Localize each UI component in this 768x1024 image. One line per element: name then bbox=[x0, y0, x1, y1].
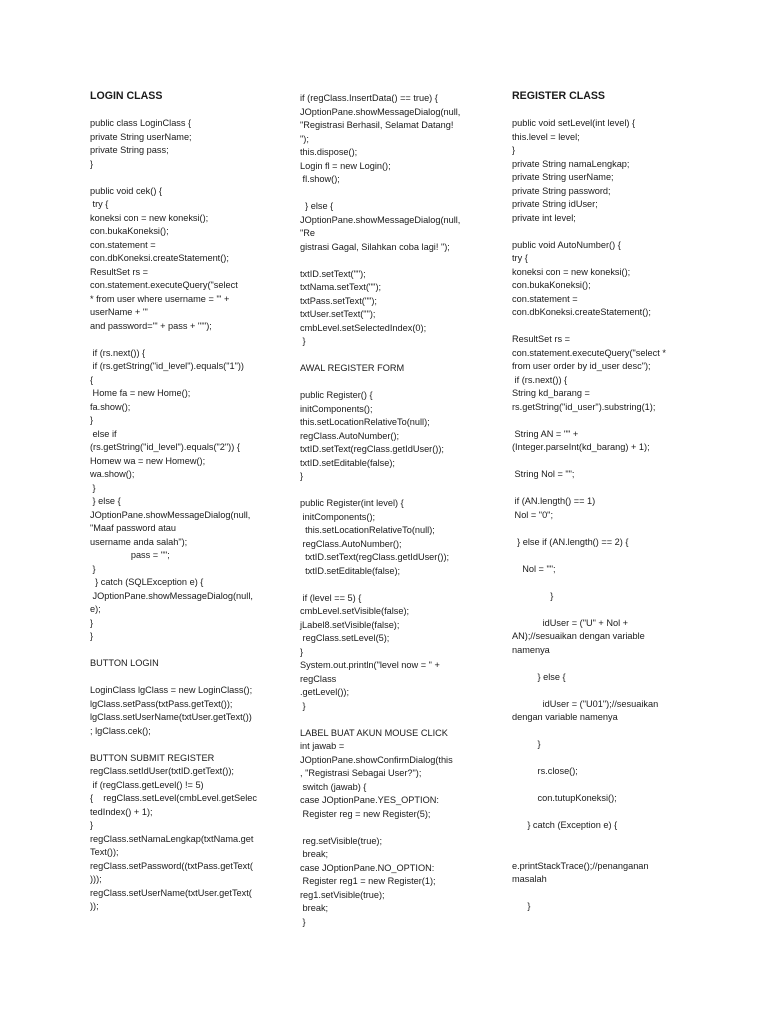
blank-line bbox=[512, 455, 692, 469]
code-line: case JOptionPane.NO_OPTION: bbox=[300, 862, 435, 873]
code-line: private String idUser; bbox=[512, 199, 598, 209]
code-line: regClass.setIdUser(txtID.getText()); bbox=[90, 766, 234, 776]
blank-line bbox=[512, 225, 692, 239]
code-line: { regClass.setLevel(cmbLevel.getSelec bbox=[90, 793, 257, 803]
code-line: } else { bbox=[300, 201, 334, 211]
code-line: this.level = level; bbox=[512, 131, 580, 142]
code-line: lgClass.setUserName(txtUser.getText()) bbox=[90, 712, 252, 722]
code-line: this.setLocationRelativeTo(null); bbox=[300, 417, 430, 427]
code-line: public void AutoNumber() { bbox=[512, 239, 621, 250]
blank-line bbox=[512, 603, 692, 617]
code-line: JOptionPane.showMessageDialog(null, bbox=[300, 106, 461, 117]
code-line: private String password; bbox=[512, 185, 611, 196]
blank-line bbox=[512, 684, 692, 698]
code-line: } bbox=[90, 563, 96, 574]
code-line: cmbLevel.setVisible(false); bbox=[300, 606, 410, 616]
code-line: JOptionPane.showMessageDialog(null, bbox=[300, 214, 461, 225]
code-line: String Nol = ""; bbox=[512, 469, 575, 479]
code-line: userName + "' bbox=[90, 307, 148, 317]
code-line: regClass.setPassword((txtPass.getText( bbox=[90, 860, 253, 871]
code-line: switch (jawab) { bbox=[300, 781, 367, 792]
code-line: regClass.AutoNumber(); bbox=[300, 538, 402, 549]
code-line: wa.show(); bbox=[90, 469, 135, 479]
code-line: } bbox=[90, 820, 94, 830]
code-line: con.bukaKoneksi(); bbox=[512, 280, 591, 290]
code-line: if (rs.getString("id_level").equals("1")) bbox=[90, 361, 244, 371]
section-heading: REGISTER CLASS bbox=[512, 90, 606, 102]
code-line: koneksi con = new koneksi(); bbox=[90, 212, 209, 223]
blank-line bbox=[512, 522, 692, 536]
code-line: "); bbox=[300, 133, 309, 144]
code-line: regClass bbox=[300, 673, 337, 684]
blank-line bbox=[512, 414, 692, 428]
code-line: regClass.setNamaLengkap(txtNama.get bbox=[90, 833, 254, 844]
code-line: regClass.setUserName(txtUser.getText( bbox=[90, 887, 252, 898]
code-line: con.statement.executeQuery("select bbox=[90, 280, 238, 290]
code-line: AWAL REGISTER FORM bbox=[300, 363, 405, 373]
code-line: } catch (Exception e) { bbox=[512, 820, 618, 830]
blank-line bbox=[512, 779, 692, 793]
code-line: regClass.AutoNumber(); bbox=[300, 430, 400, 441]
code-line: } bbox=[90, 617, 94, 628]
code-line: rs.close(); bbox=[512, 766, 578, 776]
code-line: txtID.setEditable(false); bbox=[300, 457, 395, 468]
code-line: txtID.setText(regClass.getIdUser()); bbox=[300, 444, 444, 454]
blank-line bbox=[90, 171, 270, 185]
section-heading: LOGIN CLASS bbox=[90, 90, 163, 102]
code-line: fa.show(); bbox=[90, 401, 131, 412]
code-line: Home fa = new Home(); bbox=[90, 388, 191, 398]
code-line: } bbox=[300, 336, 306, 346]
code-line: break; bbox=[300, 849, 329, 859]
code-line: { bbox=[90, 374, 94, 385]
code-line: try { bbox=[90, 199, 109, 209]
code-line: con.statement = bbox=[90, 239, 156, 250]
code-line: regClass.setLevel(5); bbox=[300, 633, 390, 643]
code-line: dengan variable namenya bbox=[512, 712, 618, 722]
code-line: public Register(int level) { bbox=[300, 498, 404, 508]
code-line: case JOptionPane.YES_OPTION: bbox=[300, 795, 439, 805]
code-line: Register reg = new Register(5); bbox=[300, 808, 431, 819]
code-line: String kd_barang = bbox=[512, 388, 590, 398]
code-line: ))); bbox=[90, 874, 102, 884]
blank-line bbox=[90, 644, 270, 658]
code-line: } bbox=[512, 590, 554, 601]
code-line: else if bbox=[90, 428, 117, 439]
code-line: txtID.setText(""); bbox=[300, 268, 366, 279]
code-line: AN);//sesuaikan dengan variable bbox=[512, 631, 645, 641]
blank-line bbox=[300, 578, 490, 592]
code-line: this.dispose(); bbox=[300, 147, 358, 157]
blank-line bbox=[512, 104, 692, 118]
code-line: if (regClass.InsertData() == true) { bbox=[300, 93, 438, 103]
code-line: , "Registrasi Sebagai User?"); bbox=[300, 768, 422, 778]
code-line: reg.setVisible(true); bbox=[300, 835, 383, 846]
blank-line bbox=[90, 738, 270, 752]
code-line: if (AN.length() == 1) bbox=[512, 496, 596, 506]
code-line: jLabel8.setVisible(false); bbox=[300, 619, 400, 630]
code-line: con.statement = bbox=[512, 293, 578, 304]
code-line: idUser = ("U01");//sesuaikan bbox=[512, 698, 659, 709]
code-line: public Register() { bbox=[300, 390, 373, 400]
code-line: break; bbox=[300, 903, 329, 913]
code-line: con.bukaKoneksi(); bbox=[90, 226, 169, 236]
code-line: System.out.println("level now = " + bbox=[300, 660, 440, 670]
code-line: JOptionPane.showMessageDialog(null, bbox=[90, 509, 251, 520]
code-line: int jawab = bbox=[300, 741, 345, 751]
code-line: } bbox=[300, 646, 304, 657]
code-line: LoginClass lgClass = new LoginClass(); bbox=[90, 685, 253, 695]
code-line: private int level; bbox=[512, 212, 576, 223]
code-line: private String pass; bbox=[90, 145, 169, 155]
code-line: e); bbox=[90, 604, 101, 614]
code-line: } else { bbox=[90, 496, 121, 506]
code-line: .getLevel()); bbox=[300, 687, 350, 697]
code-line: } bbox=[512, 145, 516, 155]
code-line: "Registrasi Berhasil, Selamat Datang! bbox=[300, 120, 454, 130]
blank-line bbox=[300, 349, 490, 363]
code-line: private String namaLengkap; bbox=[512, 158, 630, 169]
code-line: lgClass.setPass(txtPass.getText()); bbox=[90, 698, 233, 709]
column-right bbox=[512, 90, 692, 914]
blank-line bbox=[512, 657, 692, 671]
blank-line bbox=[512, 576, 692, 590]
code-line: public class LoginClass { bbox=[90, 118, 192, 128]
code-line: rs.getString("id_user").substring(1); bbox=[512, 401, 656, 412]
code-line: public void cek() { bbox=[90, 185, 163, 196]
code-line: "Maaf password atau bbox=[90, 523, 176, 533]
code-line: Text()); bbox=[90, 847, 119, 857]
code-line: fl.show(); bbox=[300, 174, 340, 184]
code-line: ; lgClass.cek(); bbox=[90, 725, 151, 736]
code-line: con.dbKoneksi.createStatement(); bbox=[512, 307, 651, 317]
code-line: } bbox=[300, 471, 304, 481]
code-line: ResultSet rs = bbox=[512, 334, 570, 344]
code-line: gistrasi Gagal, Silahkan coba lagi! "); bbox=[300, 241, 450, 252]
code-line: idUser = ("U" + Nol + bbox=[512, 617, 629, 628]
code-line: if (level == 5) { bbox=[300, 592, 362, 603]
code-line: try { bbox=[512, 253, 528, 263]
code-line: username anda salah"); bbox=[90, 536, 188, 547]
code-line: } else if (AN.length() == 2) { bbox=[512, 536, 629, 547]
blank-line bbox=[300, 484, 490, 498]
blank-line bbox=[90, 333, 270, 347]
code-line: "Re bbox=[300, 228, 316, 238]
code-line: e.printStackTrace();//penanganan bbox=[512, 860, 649, 871]
code-line: txtID.setText(regClass.getIdUser()); bbox=[300, 552, 450, 562]
code-line: if (rs.next()) { bbox=[512, 374, 568, 385]
code-line: pass = ""; bbox=[90, 550, 170, 560]
blank-line bbox=[90, 104, 270, 118]
code-line: Nol = "0"; bbox=[512, 509, 553, 520]
column-left bbox=[90, 90, 270, 914]
code-line: Nol = ""; bbox=[512, 563, 556, 574]
code-line: } bbox=[90, 158, 94, 169]
code-line: } else { bbox=[512, 671, 566, 682]
code-line: public void setLevel(int level) { bbox=[512, 118, 636, 128]
code-line: } bbox=[512, 901, 531, 911]
code-line: Login fl = new Login(); bbox=[300, 160, 391, 171]
code-line: } bbox=[300, 700, 306, 711]
blank-line bbox=[300, 376, 490, 390]
blank-line bbox=[300, 713, 490, 727]
code-line: private String userName; bbox=[512, 172, 614, 182]
code-line: } bbox=[300, 916, 306, 927]
code-line: this.setLocationRelativeTo(null); bbox=[300, 525, 435, 535]
code-line: txtPass.setText(""); bbox=[300, 295, 377, 306]
code-line: txtID.setEditable(false); bbox=[300, 565, 401, 576]
code-line: tedIndex() + 1); bbox=[90, 806, 153, 817]
blank-line bbox=[512, 846, 692, 860]
code-line: cmbLevel.setSelectedIndex(0); bbox=[300, 322, 427, 333]
code-line: )); bbox=[90, 901, 99, 911]
code-line: txtNama.setText(""); bbox=[300, 282, 382, 292]
code-line: reg1.setVisible(true); bbox=[300, 889, 385, 900]
code-line: (rs.getString("id_level").equals("2")) { bbox=[90, 442, 240, 452]
blank-line bbox=[512, 806, 692, 820]
code-line: and password='" + pass + "'"); bbox=[90, 320, 212, 331]
blank-line bbox=[512, 887, 692, 901]
code-line: Homew wa = new Homew(); bbox=[90, 455, 206, 466]
code-line: ResultSet rs = bbox=[90, 266, 148, 277]
blank-line bbox=[512, 833, 692, 847]
code-line: initComponents(); bbox=[300, 403, 373, 414]
code-line: con.statement.executeQuery("select * bbox=[512, 347, 666, 358]
blank-line bbox=[512, 752, 692, 766]
code-line: } catch (SQLException e) { bbox=[90, 577, 204, 587]
blank-line bbox=[512, 725, 692, 739]
blank-line bbox=[512, 549, 692, 563]
code-line: masalah bbox=[512, 874, 547, 884]
code-line: txtUser.setText(""); bbox=[300, 309, 376, 319]
blank-line bbox=[300, 254, 490, 268]
column-middle bbox=[300, 92, 490, 929]
code-line: Register reg1 = new Register(1); bbox=[300, 876, 436, 886]
blank-line bbox=[300, 187, 490, 201]
code-line: String AN = "" + bbox=[512, 428, 579, 439]
code-line: * from user where username = '" + bbox=[90, 293, 230, 304]
code-line: con.tutupKoneksi(); bbox=[512, 793, 617, 803]
code-line: if (rs.next()) { bbox=[90, 347, 146, 358]
code-line: initComponents(); bbox=[300, 511, 376, 522]
code-line: } bbox=[512, 739, 541, 749]
code-line: JOptionPane.showMessageDialog(null, bbox=[90, 590, 253, 601]
code-line: JOptionPane.showConfirmDialog(this bbox=[300, 754, 453, 765]
code-line: } bbox=[90, 631, 94, 641]
code-line: BUTTON LOGIN bbox=[90, 658, 159, 668]
code-line: BUTTON SUBMIT REGISTER bbox=[90, 752, 215, 763]
code-line: (Integer.parseInt(kd_barang) + 1); bbox=[512, 442, 650, 452]
code-line: namenya bbox=[512, 644, 550, 655]
code-line: con.dbKoneksi.createStatement(); bbox=[90, 253, 229, 263]
code-line: } bbox=[90, 415, 94, 425]
code-line: koneksi con = new koneksi(); bbox=[512, 266, 631, 277]
code-line: from user order by id_user desc"); bbox=[512, 361, 651, 371]
blank-line bbox=[512, 482, 692, 496]
blank-line bbox=[90, 671, 270, 685]
code-line: } bbox=[90, 482, 96, 493]
code-line: if (regClass.getLevel() != 5) bbox=[90, 779, 204, 790]
blank-line bbox=[300, 821, 490, 835]
code-line: LABEL BUAT AKUN MOUSE CLICK bbox=[300, 727, 448, 738]
blank-line bbox=[512, 320, 692, 334]
code-line: private String userName; bbox=[90, 131, 192, 142]
